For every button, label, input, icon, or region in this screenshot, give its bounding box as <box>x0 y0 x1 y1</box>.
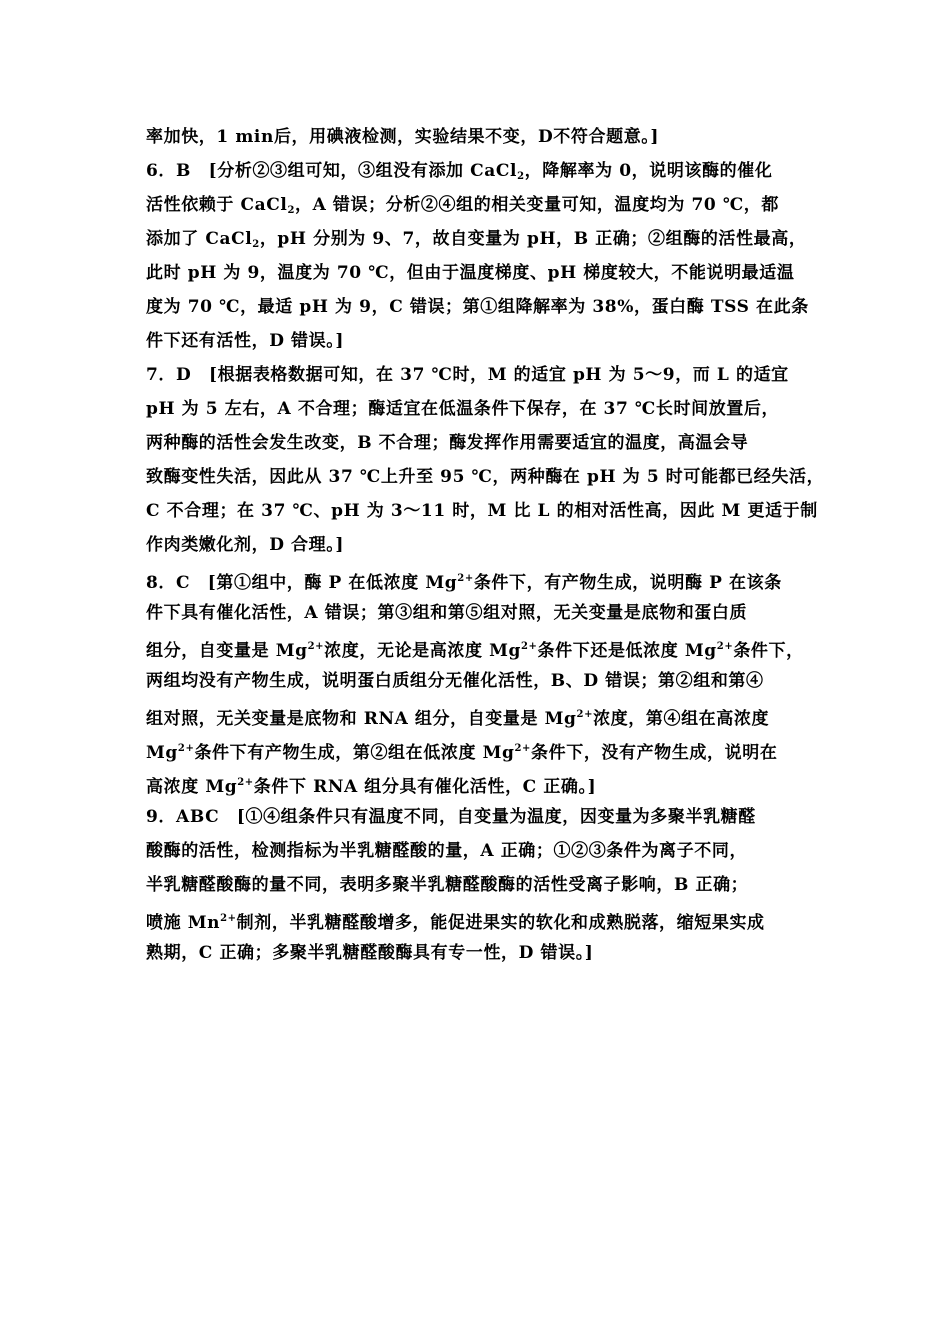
text-segment: 条件下， <box>733 641 804 661</box>
question-answer-label: 6．B <box>146 161 209 181</box>
text-line <box>146 902 818 936</box>
text-line <box>146 766 818 800</box>
text-segment: 条件下，有产物生成，说明酶 P 在该条 <box>473 573 782 593</box>
text-segment: 半乳糖醛酸酶的量不同，表明多聚半乳糖醛酸酶的活性受离子影响，B 正确； <box>146 875 749 895</box>
text-segment: [第①组中，酶 P 在低浓度 Mg <box>207 573 458 593</box>
text-segment: 件下具有催化活性，A 错误；第③组和第⑤组对照，无关变量是底物和蛋白质 <box>146 603 748 623</box>
paragraph-q7 <box>146 358 825 562</box>
paragraph-q6 <box>146 154 818 358</box>
superscript: 2+ <box>220 913 237 924</box>
text-line <box>146 800 818 834</box>
text-segment: 组对照，无关变量是底物和 RNA 组分，自变量是 Mg <box>146 709 577 729</box>
text-segment: 条件下，没有产物生成，说明在 <box>531 743 778 763</box>
text-line <box>146 222 818 256</box>
text-line <box>146 154 818 188</box>
text-segment: 浓度，第④组在高浓度 <box>593 709 770 729</box>
text-segment: C 不合理；在 37 ℃、pH 为 3～11 时，M 比 L 的相对活性高，因此 M 更适于制 <box>146 501 818 521</box>
text-line <box>146 664 818 698</box>
superscript: 2+ <box>237 777 254 788</box>
superscript: 2+ <box>514 743 532 754</box>
paragraph-p5-tail <box>146 120 818 154</box>
document-body <box>146 120 825 970</box>
text-line <box>146 834 818 868</box>
text-line <box>146 698 818 732</box>
text-segment: 条件下有产物生成，第②组在低浓度 Mg <box>194 743 515 763</box>
text-segment: 浓度，无论是高浓度 Mg <box>324 641 521 661</box>
text-line <box>146 596 818 630</box>
text-segment: pH 为 5 左右，A 不合理；酶适宜在低温条件下保存，在 37 ℃长时间放置后， <box>146 399 780 419</box>
subscript: 2 <box>517 171 525 182</box>
text-segment: ，A 错误；分析②④组的相关变量可知，温度均为 70 ℃，都 <box>295 195 779 215</box>
text-segment: 率加快，1 min后，用碘液检测，实验结果不变，D不符合题意。] <box>146 127 660 147</box>
text-segment: ，pH 分别为 9、7，故自变量为 pH，B 正确；②组酶的活性最高， <box>259 229 807 249</box>
question-answer-label: 8．C <box>146 573 208 593</box>
text-line <box>146 290 818 324</box>
text-segment: [①④组条件只有温度不同，自变量为温度，因变量为多聚半乳糖醛 <box>236 807 756 827</box>
text-segment: [分析②③组可知，③组没有添加 CaCl <box>208 161 518 181</box>
subscript: 2 <box>252 239 260 250</box>
text-segment: 添加了 CaCl <box>146 229 253 249</box>
text-segment: 活性依赖于 CaCl <box>146 195 288 215</box>
text-line <box>146 732 818 766</box>
text-line <box>146 936 818 970</box>
text-line <box>146 120 818 154</box>
text-segment: 酸酶的活性，检测指标为半乳糖醛酸的量，A 正确；①②③条件为离子不同， <box>146 841 748 861</box>
superscript: 2+ <box>177 743 195 754</box>
subscript: 2 <box>287 205 296 216</box>
text-segment: 此时 pH 为 9，温度为 70 ℃，但由于温度梯度、pH 梯度较大，不能说明最适温 <box>146 263 795 283</box>
text-segment: 度为 70 ℃，最适 pH 为 9，C 错误；第①组降解率为 38%，蛋白酶 TSS 在此条 <box>146 297 809 317</box>
superscript: 2+ <box>457 573 474 584</box>
text-segment: [根据表格数据可知，在 37 ℃时，M 的适宜 pH 为 5～9，而 L 的适宜 <box>208 365 789 385</box>
paragraph-q8 <box>146 562 818 800</box>
superscript: 2+ <box>576 709 594 720</box>
text-segment: 高浓度 Mg <box>146 777 238 797</box>
text-segment: 两种酶的活性会发生改变，B 不合理；酶发挥作用需要适宜的温度，高温会导 <box>146 433 749 453</box>
text-segment: 件下还有活性，D 错误。] <box>146 331 345 351</box>
paragraph-q9 <box>146 800 818 970</box>
question-answer-label: 9．ABC <box>146 807 237 827</box>
text-line <box>146 392 818 426</box>
text-segment: 条件下 RNA 组分具有催化活性，C 正确。] <box>253 777 597 797</box>
text-line <box>146 256 818 290</box>
text-segment: 组分，自变量是 Mg <box>146 641 308 661</box>
text-line <box>146 528 818 562</box>
text-line <box>146 188 818 222</box>
text-segment: 致酶变性失活，因此从 37 ℃上升至 95 ℃，两种酶在 pH 为 5 时可能都已经失活， <box>146 467 825 487</box>
text-segment: 作肉类嫩化剂，D 合理。] <box>146 535 345 555</box>
text-line <box>146 494 818 528</box>
text-line <box>146 868 818 902</box>
text-segment: 两组均没有产物生成，说明蛋白质组分无催化活性，B、D 错误；第②组和第④ <box>146 671 764 691</box>
superscript: 2+ <box>307 641 325 652</box>
text-segment: ，降解率为 0，说明该酶的催化 <box>524 161 773 181</box>
superscript: 2+ <box>521 641 538 652</box>
text-line <box>146 460 825 494</box>
text-line <box>146 324 818 358</box>
text-line <box>146 358 818 392</box>
text-segment: 条件下还是低浓度 Mg <box>537 641 717 661</box>
text-segment: 制剂，半乳糖醛酸增多，能促进果实的软化和成熟脱落，缩短果实成 <box>236 913 765 933</box>
text-line <box>146 426 818 460</box>
text-line <box>146 562 818 596</box>
text-segment: 熟期，C 正确；多聚半乳糖醛酸酶具有专一性，D 错误。] <box>146 943 594 963</box>
question-answer-label: 7．D <box>146 365 209 385</box>
text-line <box>146 630 818 664</box>
text-segment: Mg <box>146 743 178 763</box>
superscript: 2+ <box>716 641 734 652</box>
text-segment: 喷施 Mn <box>146 913 221 933</box>
